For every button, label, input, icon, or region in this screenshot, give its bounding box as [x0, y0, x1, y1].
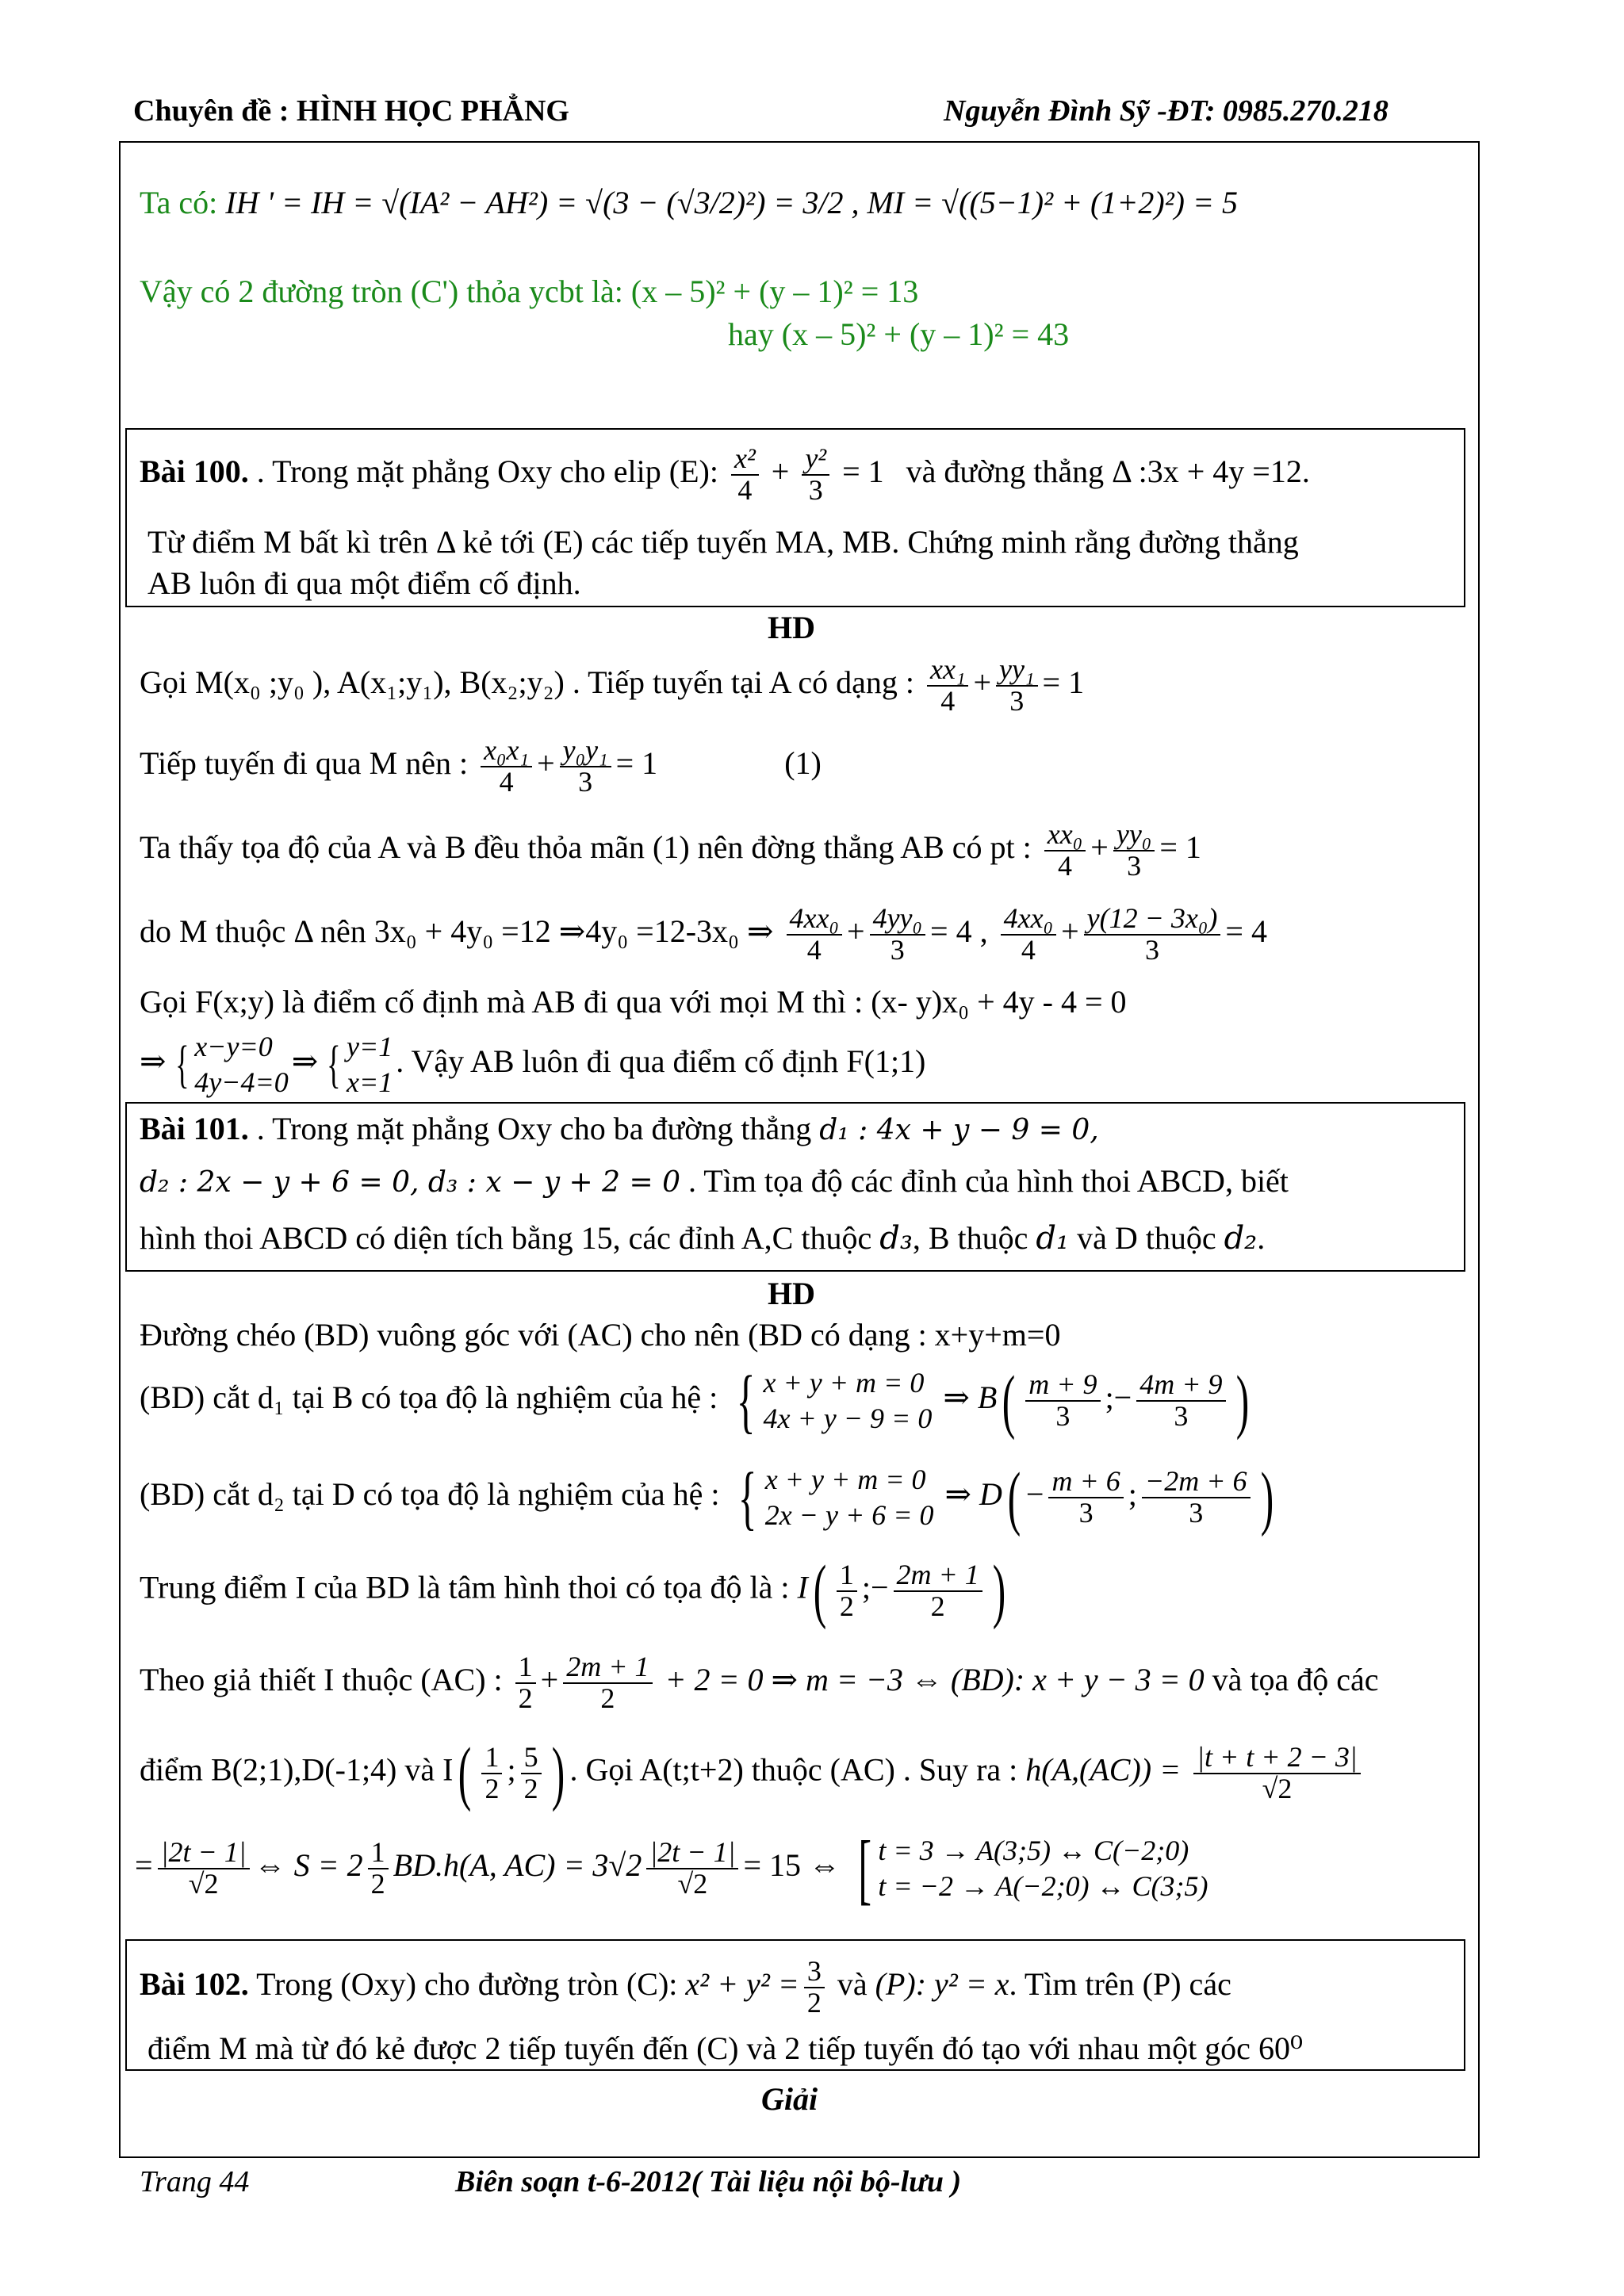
- footer-page: Trang 44: [140, 2165, 250, 2198]
- b100-s2-f2n: y₀y₁: [560, 736, 611, 767]
- b101-s6-text: điểm B(2;1),D(-1;4) và I: [140, 1751, 454, 1788]
- b100-frac2: [802, 444, 829, 506]
- b101-s6-h: h(A,(AC)) =: [1025, 1751, 1182, 1788]
- b100-s6-implies1: ⇒: [140, 1043, 167, 1080]
- b101-s3-f2d: 3: [1189, 1497, 1204, 1529]
- b101-s5-frac2: [563, 1652, 652, 1714]
- prev-eq2: MI = √((5−1)² + (1+2)²) = 5: [867, 185, 1238, 220]
- b101-s3-row1: x + y + m = 0: [764, 1464, 926, 1495]
- b100-s4-f3n: 4xx₀: [1001, 904, 1056, 936]
- b101-s7-frac2: [368, 1838, 389, 1900]
- b101-s3-result: ⇒ D: [944, 1476, 1002, 1513]
- b101-s7-f1d: √2: [188, 1868, 219, 1900]
- b100-s3-f1n: xx₀: [1044, 820, 1086, 851]
- prev-label: Ta có:: [140, 185, 218, 220]
- b101-s3-frac1: [1048, 1467, 1123, 1529]
- b101-s3-row2: 2x − y + 6 = 0: [764, 1499, 934, 1531]
- b102-fn: 3: [804, 1957, 825, 1988]
- b102-line2: điểm M mà từ đó kẻ được 2 tiếp tuyến đến (C) và 2 tiếp tuyến đó tạo với nhau một góc 60⁰: [147, 2030, 1303, 2066]
- b101-s2: (BD) cắt d₁ tại B có tọa độ là nghiệm của hệ : { x + y + m = 0 4x + y − 9 = 0 ⇒ B( $\frac{m + 9}{3}$ ;− $\frac{4m + 9}{3}$ ): [140, 1361, 1249, 1441]
- b101-s4: Trung điểm I của BD là tâm hình thoi có tọa độ là : I( $\frac{1}{2}$ ;− $\frac{2m + 1}{2}$ ): [140, 1552, 1006, 1630]
- b101-s7-f2d: 2: [370, 1868, 385, 1900]
- b100-s4-text: do M thuộc Δ nên 3x₀ + 4y₀ =12 ⇒4y₀ =12-3x₀ ⇒: [140, 913, 774, 949]
- b101-s6-f2d: 2: [523, 1772, 538, 1804]
- b102-eqp: (P): y² = x: [875, 1965, 1009, 2002]
- b100-s1-frac1: [927, 655, 968, 717]
- header-left: Chuyên đề : HÌNH HỌC PHẲNG: [133, 94, 569, 128]
- b100-s2-number: (1): [784, 744, 822, 781]
- b101-s5-f1n: 1: [515, 1652, 536, 1684]
- b100-s2-text: Tiếp tuyến đi qua M nên :: [140, 744, 469, 781]
- b100-s4-f3d: 4: [1021, 933, 1036, 966]
- b101-s7-frac3: [646, 1838, 738, 1900]
- b101-s5-text: Theo giả thiết I thuộc (AC) :: [140, 1661, 503, 1697]
- b100-frac1-num: x²: [731, 444, 759, 476]
- b100-s2-frac1: [481, 736, 532, 798]
- b101-s6-frac3: [1193, 1740, 1361, 1804]
- b101-s7-f1n: |2t − 1|: [158, 1838, 250, 1869]
- b101-s2-f1d: 3: [1055, 1400, 1071, 1432]
- prev-line2: Vậy có 2 đường tròn (C') thỏa ycbt là: (x – 5)² + (y – 1)² = 13: [140, 274, 919, 309]
- b100-s4-f1n: 4xx₀: [787, 904, 842, 936]
- b102-giai: Giải: [761, 2081, 818, 2117]
- header-right: Nguyễn Đình Sỹ -ĐT: 0985.270.218: [944, 94, 1388, 128]
- b101-s3-frac2: [1142, 1467, 1251, 1529]
- b100-line2: Từ điểm M bất kì trên Δ kẻ tới (E) các tiếp tuyến MA, MB. Chứng minh rằng đường thẳng: [147, 524, 1299, 560]
- b101-s4-text: Trung điểm I của BD là tâm hình thoi có tọa độ là :: [140, 1569, 790, 1605]
- b101-s7-b: ⇔ S = 2: [254, 1847, 363, 1884]
- b101-s4-f1d: 2: [839, 1590, 854, 1622]
- b100-s3: Ta thấy tọa độ của A và B đều thỏa mãn (1) nên đờng thẳng AB có pt : $\frac{\text{xx₀}}{4}$ + $\frac{\text{yy₀}}{3}$ = 1: [140, 818, 1201, 882]
- b101-s4-frac1: [837, 1560, 857, 1622]
- b100-s3-f2n: yy₀: [1113, 820, 1155, 851]
- b101-text2b: . Tìm tọa độ các đỉnh của hình thoi ABCD, biết: [688, 1163, 1289, 1199]
- b101-s5-eq: + 2 = 0 ⇒ m = −3 ⇔ (BD): x + y − 3 = 0: [665, 1661, 1205, 1697]
- b101-text3a: hình thoi ABCD có diện tích bằng 15, các đỉnh A,C thuộc: [140, 1220, 872, 1256]
- b101-s7-f3n: |2t − 1|: [646, 1838, 738, 1869]
- b101-s7-cases: [ t = 3 → A(3;5) ↔ C(−2;0) t = −2 → A(−2;0) ↔ C(3;5): [858, 1824, 1208, 1912]
- b100-eq1: = 1: [842, 453, 884, 489]
- footer-credit: Biên soạn t-6-2012( Tài liệu nội bộ-lưu ): [455, 2165, 962, 2198]
- b102-title: Bài 102.: [140, 1965, 249, 2002]
- b100-s4-eq2: = 4: [1225, 913, 1267, 949]
- b101-s7: = $\frac{|2t - 1|}{√2}$ ⇔ S = 2 $\frac{1}{2}$ BD.h(A, AC) = 3√2 $\frac{|2t - 1|}{√2}$ = 15 ⇔ [ t = 3 → A(3;5) ↔ C(−2;0) t = −2 → A(−2;0) ↔ C(3;5): [135, 1824, 1208, 1912]
- b101-s5: Theo giả thiết I thuộc (AC) : $\frac{1}{2}$ + $\frac{2m + 1}{2}$ + 2 = 0 ⇒ m = −3 ⇔ (BD): x + y − 3 = 0 và tọa độ các: [140, 1651, 1379, 1714]
- b102-eqc: x² + y² =: [685, 1965, 799, 2002]
- prev-eq1: IH ' = IH = √(IA² − AH²) = √(3 − (√3/2)²) = 3/2 ,: [225, 185, 860, 220]
- b100-s1-text: Gọi M(x₀ ;y₀ ), A(x₁;y₁), B(x₂;y₂) . Tiếp tuyến tại A có dạng :: [140, 664, 914, 700]
- b100-s2-frac2: [560, 736, 611, 798]
- b100-frac1-den: 4: [737, 473, 753, 506]
- b101-s6-fd: √2: [1262, 1772, 1293, 1804]
- b101-s4-f1n: 1: [837, 1560, 857, 1592]
- b100-line3: AB luôn đi qua một điểm cố định.: [147, 565, 581, 601]
- b101-s3-system: { x + y + m = 0 2x − y + 6 = 0: [738, 1458, 934, 1537]
- b102-fd: 2: [806, 1986, 822, 2019]
- b101-d2s: d₂: [1224, 1220, 1258, 1257]
- b101-s2-frac1: [1025, 1370, 1100, 1432]
- b101-s5-frac1: [515, 1652, 536, 1714]
- b100-s4-frac2: [870, 904, 925, 966]
- b101-s4-f2n: 2m + 1: [894, 1560, 982, 1592]
- b100-s2-f1d: 4: [499, 765, 514, 798]
- b101-s7-frac1: [158, 1838, 250, 1900]
- b100-s6: [140, 1029, 925, 1100]
- b101-s5-f2n: 2m + 1: [563, 1652, 652, 1684]
- b100-text1a: . Trong mặt phẳng Oxy cho elip (E):: [256, 453, 718, 489]
- b100-s6-system1: { x−y=0 4y−4=0: [170, 1029, 289, 1100]
- b101-line2: [140, 1162, 1289, 1200]
- b102-text1c: . Tìm trên (P) các: [1009, 1965, 1231, 2002]
- b100-s4-frac4: [1084, 904, 1221, 966]
- b101-s7-f3d: √2: [677, 1868, 708, 1900]
- b101-s6-frac1: [481, 1740, 502, 1804]
- b101-s3: (BD) cắt d₂ tại D có tọa độ là nghiệm của hệ : { x + y + m = 0 2x − y + 6 = 0 ⇒ D( − $\frac{m + 6}{3}$ ; $\frac{-2m + 6}{3}$ ): [140, 1458, 1274, 1537]
- b100-s1-f1n: xx₁: [927, 655, 968, 687]
- b102-line1: [140, 1957, 1231, 2019]
- b100-s4: do M thuộc Δ nên 3x₀ + 4y₀ =12 ⇒4y₀ =12-3x₀ ⇒ $\frac{\text{4xx₀}}{4}$ + $\frac{\text{4yy₀}}{3}$ = 4 , $\frac{\text{4xx₀}}{4}$ + $\frac{\text{y(12 − 3x₀)}}{3}$ = 4: [140, 902, 1267, 966]
- b101-s7-f2n: 1: [368, 1838, 389, 1869]
- b102-text1b: và: [837, 1965, 868, 2002]
- b101-title: Bài 101.: [140, 1111, 249, 1146]
- b101-s7-case2: t = −2 → A(−2;0) ↔ C(3;5): [878, 1870, 1208, 1902]
- b101-s4-f2d: 2: [930, 1590, 945, 1622]
- b100-s3-frac2: [1113, 820, 1155, 882]
- b100-s6-sys1-row2: 4y−4=0: [194, 1066, 289, 1098]
- b100-s6-implies2: ⇒: [291, 1043, 319, 1080]
- b102-frac: [804, 1957, 825, 2019]
- b100-s4-frac1: [787, 904, 842, 966]
- b100-s3-f2d: 3: [1127, 849, 1142, 882]
- b101-s3-f1d: 3: [1078, 1497, 1094, 1529]
- b100-hd: HD: [768, 610, 815, 645]
- b100-frac2-num: y²: [802, 444, 829, 476]
- b101-s2-f2d: 3: [1174, 1400, 1189, 1432]
- b101-s6-f1d: 2: [485, 1772, 500, 1804]
- b101-s5-tail: và tọa độ các: [1212, 1661, 1379, 1697]
- b101-s2-system: { x + y + m = 0 4x + y − 9 = 0: [737, 1361, 933, 1441]
- b101-s4-frac2: [894, 1560, 982, 1622]
- b100-s1-f1d: 4: [940, 684, 956, 717]
- b102-text1a: Trong (Oxy) cho đường tròn (C):: [256, 1965, 678, 2002]
- b100-s6-sys1-row1: x−y=0: [194, 1031, 273, 1062]
- b100-s3-text: Ta thấy tọa độ của A và B đều thỏa mãn (1) nên đờng thẳng AB có pt :: [140, 828, 1032, 865]
- b100-s6-sys2-row2: x=1: [346, 1066, 393, 1098]
- b101-s3-f1n: m + 6: [1048, 1467, 1123, 1498]
- b100-s2-eq: = 1: [615, 744, 658, 781]
- b101-s6-frac2: [521, 1740, 542, 1804]
- b100-s4-eq1: = 4 ,: [930, 913, 988, 949]
- b100-s4-frac3: [1001, 904, 1056, 966]
- b101-text3b: , B thuộc: [912, 1220, 1028, 1256]
- b101-d1s: d₁: [1036, 1220, 1070, 1257]
- b100-s1-f2d: 3: [1009, 684, 1025, 717]
- b101-s6-fn: |t + t + 2 − 3|: [1193, 1743, 1361, 1774]
- b101-s2-row1: x + y + m = 0: [763, 1367, 925, 1399]
- b101-s7-d: = 15 ⇔: [743, 1847, 841, 1884]
- b101-s3-text: (BD) cắt d₂ tại D có tọa độ là nghiệm của hệ :: [140, 1476, 720, 1513]
- b101-s2-frac2: [1136, 1370, 1225, 1432]
- b100-frac2-den: 3: [808, 473, 823, 506]
- b101-s6-f2n: 5: [521, 1743, 542, 1774]
- b100-s4-f1d: 4: [806, 933, 822, 966]
- b101-line3: [140, 1219, 1265, 1257]
- b101-s6-f1n: 1: [481, 1743, 502, 1774]
- b101-s2-row2: 4x + y − 9 = 0: [763, 1402, 933, 1434]
- b100-s1: Gọi M(x₀ ;y₀ ), A(x₁;y₁), B(x₂;y₂) . Tiếp tuyến tại A có dạng : $\frac{\text{xx₁}}{4}$ + $\frac{\text{yy₁}}{3}$ = 1: [140, 653, 1085, 717]
- b100-s6-sys2-row1: y=1: [346, 1031, 393, 1062]
- prev-line1: [140, 184, 1238, 222]
- b101-s2-text: (BD) cắt d₁ tại B có tọa độ là nghiệm của hệ :: [140, 1380, 718, 1416]
- b100-s3-eq: = 1: [1159, 828, 1201, 865]
- b100-s4-f2n: 4yy₀: [870, 904, 925, 936]
- b101-s5-f2d: 2: [600, 1682, 615, 1714]
- b100-s5: Gọi F(x;y) là điểm cố định mà AB đi qua với mọi M thì : (x- y)x₀ + 4y - 4 = 0: [140, 984, 1127, 1020]
- b101-s5-f1d: 2: [518, 1682, 533, 1714]
- b100-text1b: và đường thẳng Δ :3x + 4y =12.: [906, 453, 1310, 489]
- b101-s7-case1: t = 3 → A(3;5) ↔ C(−2;0): [878, 1835, 1189, 1866]
- b101-text3c: và D thuộc: [1077, 1220, 1216, 1256]
- b101-s4-i: I: [797, 1569, 808, 1605]
- b100-s6-system2: { y=1 x=1: [321, 1029, 393, 1100]
- b101-s2-result: ⇒ B: [943, 1380, 998, 1416]
- b100-title: Bài 100.: [140, 453, 249, 489]
- b101-text3d: .: [1257, 1220, 1266, 1256]
- b100-s4-f2d: 3: [890, 933, 905, 966]
- b101-line1: [140, 1110, 1099, 1148]
- b101-s3-f2n: −2m + 6: [1142, 1467, 1251, 1498]
- b100-line1: [140, 444, 1310, 506]
- b101-s7-c: BD.h(A, AC) = 3√2: [393, 1847, 642, 1884]
- b100-s4-f4d: 3: [1145, 933, 1160, 966]
- b100-s6-end: . Vậy AB luôn đi qua điểm cố định F(1;1): [396, 1043, 926, 1080]
- b101-s2-f2n: 4m + 9: [1136, 1370, 1225, 1402]
- b100-s3-f1d: 4: [1058, 849, 1073, 882]
- prev-line3: hay (x – 5)² + (y – 1)² = 43: [728, 316, 1070, 352]
- b100-s2-f2d: 3: [578, 765, 593, 798]
- b101-text1a: . Trong mặt phẳng Oxy cho ba đường thẳng: [256, 1111, 812, 1146]
- b101-s6-mid: . Gọi A(t;t+2) thuộc (AC) . Suy ra :: [569, 1751, 1018, 1788]
- b100-s1-frac2: [996, 655, 1037, 717]
- b101-s2-f1n: m + 9: [1025, 1370, 1100, 1402]
- b100-s2: Tiếp tuyến đi qua M nên : $\frac{\text{x₀x₁}}{4}$ + $\frac{\text{y₀y₁}}{3}$ = 1 (1): [140, 734, 822, 798]
- b101-d1: d₁ : 4x + y − 9 = 0,: [819, 1114, 1099, 1146]
- b100-frac1: [731, 444, 759, 506]
- b100-s4-f4n: y(12 − 3x₀): [1084, 904, 1221, 936]
- b100-s1-eq: = 1: [1042, 664, 1085, 700]
- b101-hd: HD: [768, 1276, 815, 1311]
- b100-s3-frac1: [1044, 820, 1086, 882]
- b101-d2d3: d₂ : 2x − y + 6 = 0, d₃ : x − y + 2 = 0: [140, 1166, 680, 1199]
- b100-s2-f1n: x₀x₁: [481, 736, 532, 767]
- b101-s1: Đường chéo (BD) vuông góc với (AC) cho nên (BD có dạng : x+y+m=0: [140, 1317, 1061, 1353]
- b101-s6: điểm B(2;1),D(-1;4) và I( $\frac{1}{2}$ ; $\frac{5}{2}$ ) . Gọi A(t;t+2) thuộc (AC) . Suy ra : h(A,(AC)) = $\frac{|t + t + 2 - 3|}{√2}$: [140, 1741, 1365, 1805]
- b100-s1-f2n: yy₁: [996, 655, 1037, 687]
- b100-plus: +: [771, 453, 790, 489]
- b101-d3: d₃: [879, 1220, 913, 1257]
